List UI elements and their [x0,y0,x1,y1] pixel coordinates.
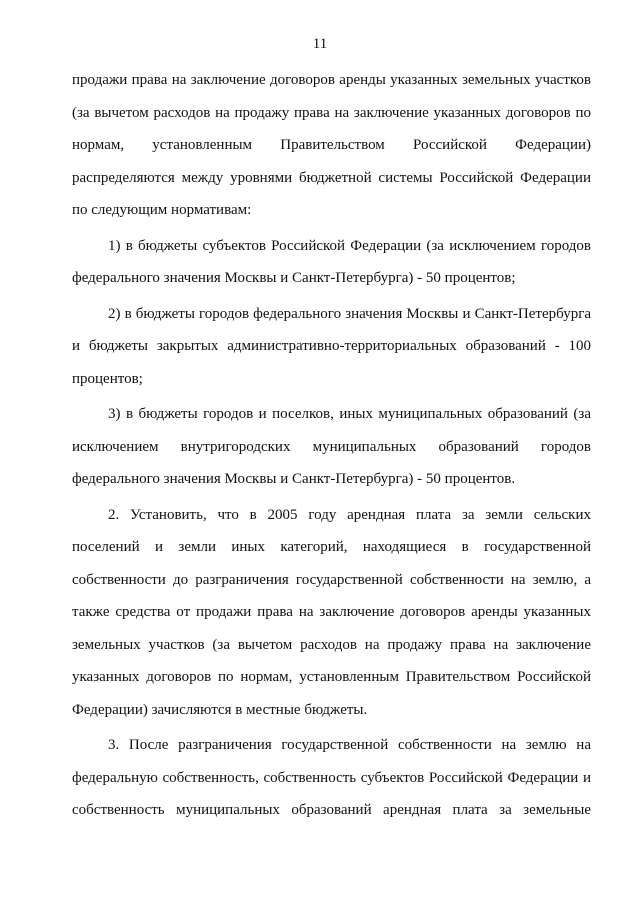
paragraph-item-1: 1) в бюджеты субъектов Российской Федерации (за исключением городов федерального значения Москвы и Санкт-Петербурга) - 50 процентов; [72,237,591,286]
paragraph-clause-2: 2. Установить, что в 2005 году арендная плата за земли сельских поселений и земли иных категорий, находящиеся в государственной собственности до разграничения государственной собственности на землю, а также средства от продажи права на заключение договоров аренды указанных земельных участков (за вычетом расходов на продажу права на заключение указанных договоров по нормам, установленным Правительством Российской Федерации) зачисляются в местные бюджеты. [72,506,591,718]
paragraph-item-3: 3) в бюджеты городов и поселков, иных муниципальных образований (за исключением внутригородских муниципальных образований городов федерального значения Москвы и Санкт-Петербурга) - 50 процентов. [72,406,591,487]
document-body [72,64,591,827]
paragraph-clause-3: 3. После разграничения государственной собственности на землю на федеральную собственность, собственность субъектов Российской Федерации и собственность муниципальных образований арендная плата за земельные [72,737,591,818]
page-number: 11 [312,36,328,52]
paragraph-continuation: продажи права на заключение договоров аренды указанных земельных участков (за вычетом расходов на продажу права на заключение указанных договоров по нормам, установленным Правительством Российской Федерации) распределяются между уровнями бюджетной системы Российской Федерации по следующим нормативам: [72,72,591,218]
paragraph-item-2: 2) в бюджеты городов федерального значения Москвы и Санкт-Петербурга и бюджеты закрытых административно-территориальных образований - 100 процентов; [72,305,591,387]
